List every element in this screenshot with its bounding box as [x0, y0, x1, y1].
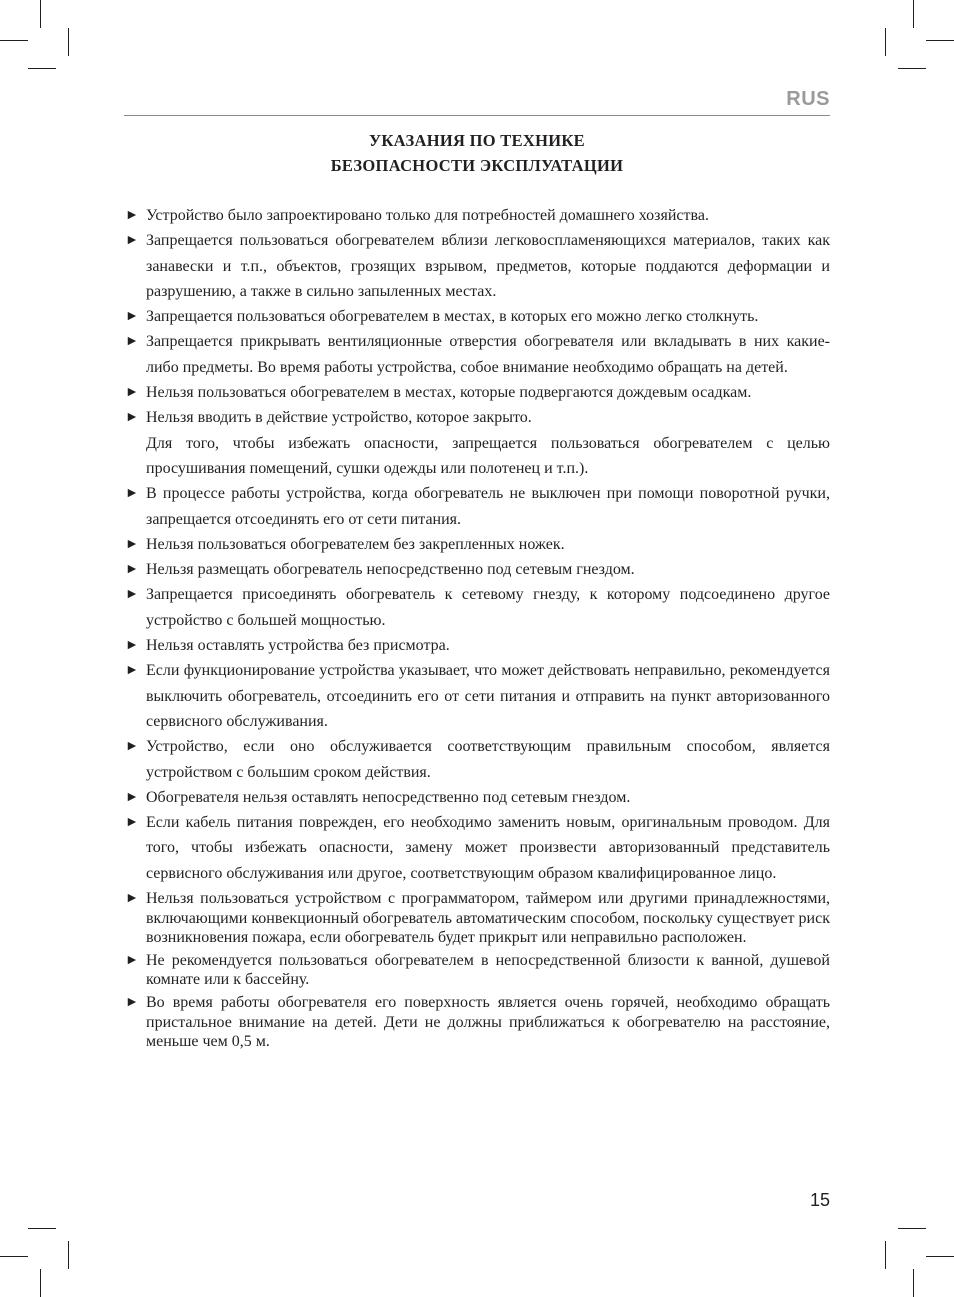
bullet-arrow-icon: ► [125, 952, 139, 968]
list-item [124, 785, 830, 810]
title-line-2: БЕЗОПАСНОСТИ ЭКСПЛУАТАЦИИ [330, 156, 624, 175]
list-item-text: Нельзя пользоваться обогревателем без закрепленных ножек. [146, 535, 565, 553]
bullet-arrow-icon: ► [125, 233, 139, 249]
header-divider [124, 115, 830, 116]
list-item [124, 405, 830, 481]
crop-mark [885, 1241, 886, 1269]
crop-mark [898, 1228, 926, 1229]
list-item [124, 734, 830, 785]
list-item-text: Запрещается присоединять обогреватель к сетевому гнезду, к которому подсоединено другое устройство с большей мощностью. [146, 586, 830, 629]
list-item [124, 203, 830, 228]
bullet-arrow-icon: ► [125, 562, 139, 578]
crop-mark [885, 28, 886, 56]
bullet-arrow-icon: ► [125, 587, 139, 603]
crop-mark [28, 1228, 56, 1229]
crop-mark [913, 0, 914, 28]
list-item-extra-text: Для того, чтобы избежать опасности, запрещается пользоваться обогревателем с целью просушивания помещений, сушки одежды или полотенец и т.п.). [146, 434, 830, 477]
bullet-arrow-icon: ► [125, 994, 139, 1010]
list-item [124, 810, 830, 886]
crop-mark [68, 28, 69, 56]
list-item [124, 481, 830, 532]
safety-instructions-list [124, 203, 830, 1055]
crop-mark [68, 1241, 69, 1269]
bullet-arrow-icon: ► [125, 208, 139, 223]
list-item [124, 658, 830, 734]
title-line-1: УКАЗАНИЯ ПО ТЕХНИКЕ [369, 131, 585, 150]
list-item-text: Запрещается пользоваться обогревателем в местах, в которых его можно легко столкнуть. [146, 308, 759, 326]
list-item-text: В процессе работы устройства, когда обогреватель не выключен при помощи поворотной ручки, запрещается отсоединять его от сети питания. [146, 485, 830, 528]
list-item [124, 993, 830, 1052]
list-item [124, 582, 830, 633]
list-item-text: Во время работы обогревателя его поверхность является очень горячей, необходимо обращать пристальное внимание на детей. Дети не должны приближаться к обогревателю на расстояние, меньше чем 0,5 м. [146, 993, 830, 1051]
crop-mark [898, 68, 926, 69]
list-item-text: Устройство, если оно обслуживается соответствующим правильным способом, является устройством с большим сроком действия. [146, 738, 830, 781]
bullet-arrow-icon: ► [125, 663, 139, 679]
list-item-text: Нельзя пользоваться устройством с программатором, таймером или другими принадлежностями, включающими конвекционный обогреватель автоматическим способом, поскольку существует риск возникновения пожара, если обогреватель будет прикрыт или неправильно расположен. [146, 890, 830, 947]
bullet-arrow-icon: ► [125, 789, 139, 805]
list-item [124, 951, 830, 990]
list-item [124, 633, 830, 658]
bullet-arrow-icon: ► [125, 334, 139, 350]
list-item-text: Запрещается пользоваться обогревателем вблизи легковоспламеняющихся материалов, таких как занавески и т.п., объектов, грозящих взрывом, предметов, которые поддаются деформации и разрушению, а также в сильно запыленных местах. [146, 232, 830, 300]
list-item [124, 557, 830, 582]
list-item [124, 329, 830, 380]
bullet-arrow-icon: ► [125, 815, 139, 831]
page-title [124, 128, 830, 178]
crop-mark [40, 1269, 41, 1297]
list-item [124, 304, 830, 329]
crop-mark [0, 1256, 28, 1257]
list-item-text: Нельзя оставлять устройства без присмотра. [146, 637, 450, 655]
list-item-text: Не рекомендуется пользоваться обогревателем в непосредственной близости к ванной, душевой комнате или к бассейну. [146, 951, 830, 989]
bullet-arrow-icon: ► [125, 536, 139, 552]
list-item-text: Если кабель питания поврежден, его необходимо заменить новым, оригинальным проводом. Для того, чтобы избежать опасности, замену может произвести авторизованный представитель сервисного обслуживания или другое, соответствующим образом квалифицированное лицо. [146, 814, 830, 882]
bullet-arrow-icon: ► [125, 486, 139, 502]
language-label: RUS [786, 88, 830, 110]
crop-mark [926, 40, 954, 41]
bullet-arrow-icon: ► [125, 385, 139, 401]
list-item-text: Нельзя размещать обогреватель непосредственно под сетевым гнездом. [146, 561, 635, 579]
bullet-arrow-icon: ► [125, 891, 139, 907]
page-number: 15 [809, 1190, 830, 1210]
list-item-text: Запрещается прикрывать вентиляционные отверстия обогревателя или вкладывать в них какие-либо предметы. Во время работы устройства, собое внимание необходимо обращать на детей. [146, 333, 830, 376]
list-item [124, 532, 830, 557]
list-item-text: Если функционирование устройства указывает, что может действовать неправильно, рекомендуется выключить обогреватель, отсоединить его от сети питания и отправить на пункт авторизованного сервисного обслуживания. [146, 662, 830, 730]
list-item-text: Устройство было запроектировано только для потребностей домашнего хозяйства. [146, 207, 709, 224]
bullet-arrow-icon: ► [125, 410, 139, 426]
crop-mark [28, 68, 56, 69]
bullet-arrow-icon: ► [125, 739, 139, 755]
crop-mark [926, 1256, 954, 1257]
list-item-text: Нельзя вводить в действие устройство, которое закрыто. [146, 409, 532, 427]
list-item-text: Обогревателя нельзя оставлять непосредственно под сетевым гнездом. [146, 788, 631, 806]
crop-mark [0, 40, 28, 41]
bullet-arrow-icon: ► [125, 638, 139, 654]
list-item [124, 380, 830, 405]
crop-mark [40, 0, 41, 28]
list-item [124, 228, 830, 304]
crop-mark [913, 1269, 914, 1297]
list-item [124, 889, 830, 948]
list-item-text: Нельзя пользоваться обогревателем в местах, которые подвергаются дождевым осадкам. [146, 384, 752, 402]
bullet-arrow-icon: ► [125, 309, 139, 325]
